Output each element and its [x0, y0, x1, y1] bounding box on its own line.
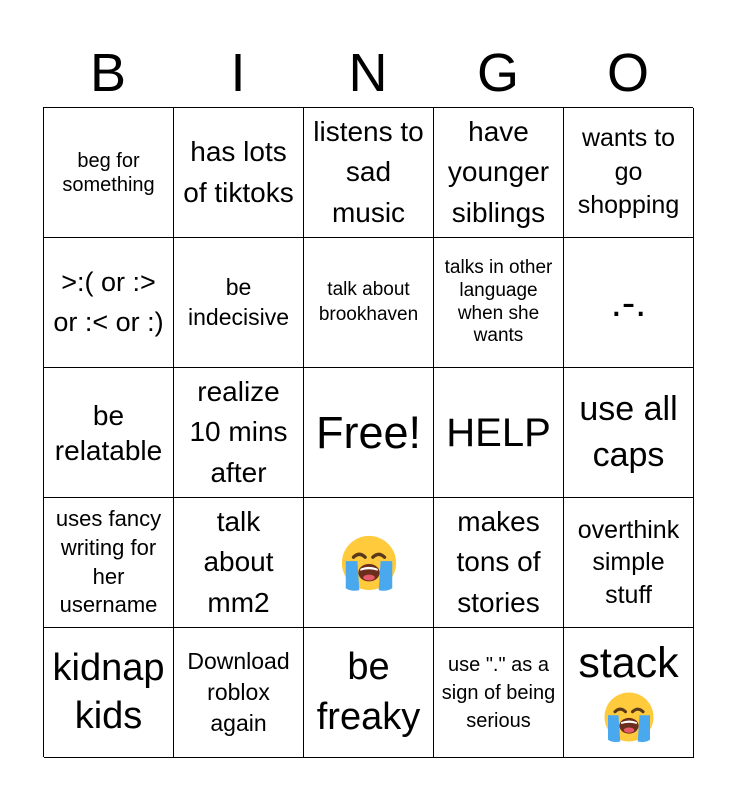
- bingo-cell-r2-c3[interactable]: [304, 238, 434, 368]
- loudly-crying-face-icon: [601, 689, 657, 745]
- cell-text: talk about mm2: [203, 505, 274, 618]
- bingo-cell-r4-c2[interactable]: [174, 498, 304, 628]
- cell-text: makes tons of stories: [456, 505, 541, 618]
- bingo-cell-r4-c5[interactable]: [564, 498, 694, 628]
- cell-text: use "." as a sign of being serious: [441, 653, 556, 732]
- bingo-cell-r5-c1[interactable]: [44, 628, 174, 758]
- bingo-cell-r1-c3[interactable]: [304, 108, 434, 238]
- bingo-cell-r3-c1[interactable]: [44, 368, 174, 498]
- bingo-cell-r1-c2[interactable]: [174, 108, 304, 238]
- cell-text: talks in other language when she wants: [444, 256, 553, 347]
- cell-text: have younger siblings: [447, 115, 550, 228]
- header-letter-b: B: [89, 43, 127, 103]
- header-letter-o: O: [606, 43, 649, 103]
- header-letter-i: I: [230, 43, 246, 103]
- loudly-crying-face-icon: [338, 532, 400, 594]
- header-letter-n: N: [348, 43, 388, 103]
- cell-text: .-.: [610, 280, 647, 325]
- cell-text: overthink simple stuff: [577, 515, 680, 609]
- cell-text: be freaky: [316, 646, 421, 738]
- bingo-cell-r3-c2[interactable]: [174, 368, 304, 498]
- cell-text: be relatable: [54, 399, 163, 466]
- cell-text: HELP: [446, 410, 551, 455]
- bingo-cell-r5-c5[interactable]: [564, 628, 694, 758]
- bingo-cell-r2-c5[interactable]: [564, 238, 694, 368]
- bingo-cell-r5-c2[interactable]: [174, 628, 304, 758]
- bingo-header: [43, 40, 693, 106]
- bingo-cell-r1-c4[interactable]: [434, 108, 564, 238]
- bingo-cell-r4-c4[interactable]: [434, 498, 564, 628]
- cell-text: be indecisive: [188, 273, 289, 330]
- cell-text: realize 10 mins after: [189, 375, 288, 488]
- cell-text: Download roblox again: [187, 647, 290, 737]
- bingo-cell-r2-c1[interactable]: [44, 238, 174, 368]
- bingo-cell-r2-c4[interactable]: [434, 238, 564, 368]
- header-letter-g: G: [476, 43, 519, 103]
- bingo-grid: [43, 107, 693, 757]
- cell-text: has lots of tiktoks: [183, 135, 294, 208]
- bingo-cell-r3-c5[interactable]: [564, 368, 694, 498]
- bingo-cell-r4-c3[interactable]: [304, 498, 434, 628]
- bingo-cell-r5-c4[interactable]: [434, 628, 564, 758]
- cell-text: beg for something: [62, 149, 155, 196]
- bingo-cell-r1-c1[interactable]: [44, 108, 174, 238]
- bingo-cell-r5-c3[interactable]: [304, 628, 434, 758]
- bingo-cell-r3-c4[interactable]: [434, 368, 564, 498]
- cell-text: Free!: [315, 406, 422, 458]
- cell-text: use all caps: [579, 389, 678, 474]
- cell-text: talk about brookhaven: [318, 278, 419, 325]
- bingo-cell-r4-c1[interactable]: [44, 498, 174, 628]
- bingo-cell-r1-c5[interactable]: [564, 108, 694, 238]
- cell-text: listens to sad music: [313, 115, 424, 228]
- cell-text: kidnap kids: [52, 647, 165, 737]
- cell-text: >:( or :> or :< or :): [53, 267, 164, 337]
- cell-text: uses fancy writing for her username: [55, 506, 162, 618]
- bingo-cell-r2-c2[interactable]: [174, 238, 304, 368]
- cell-text: stack: [578, 638, 679, 687]
- bingo-cell-r3-c3[interactable]: [304, 368, 434, 498]
- cell-text: wants to go shopping: [577, 123, 680, 220]
